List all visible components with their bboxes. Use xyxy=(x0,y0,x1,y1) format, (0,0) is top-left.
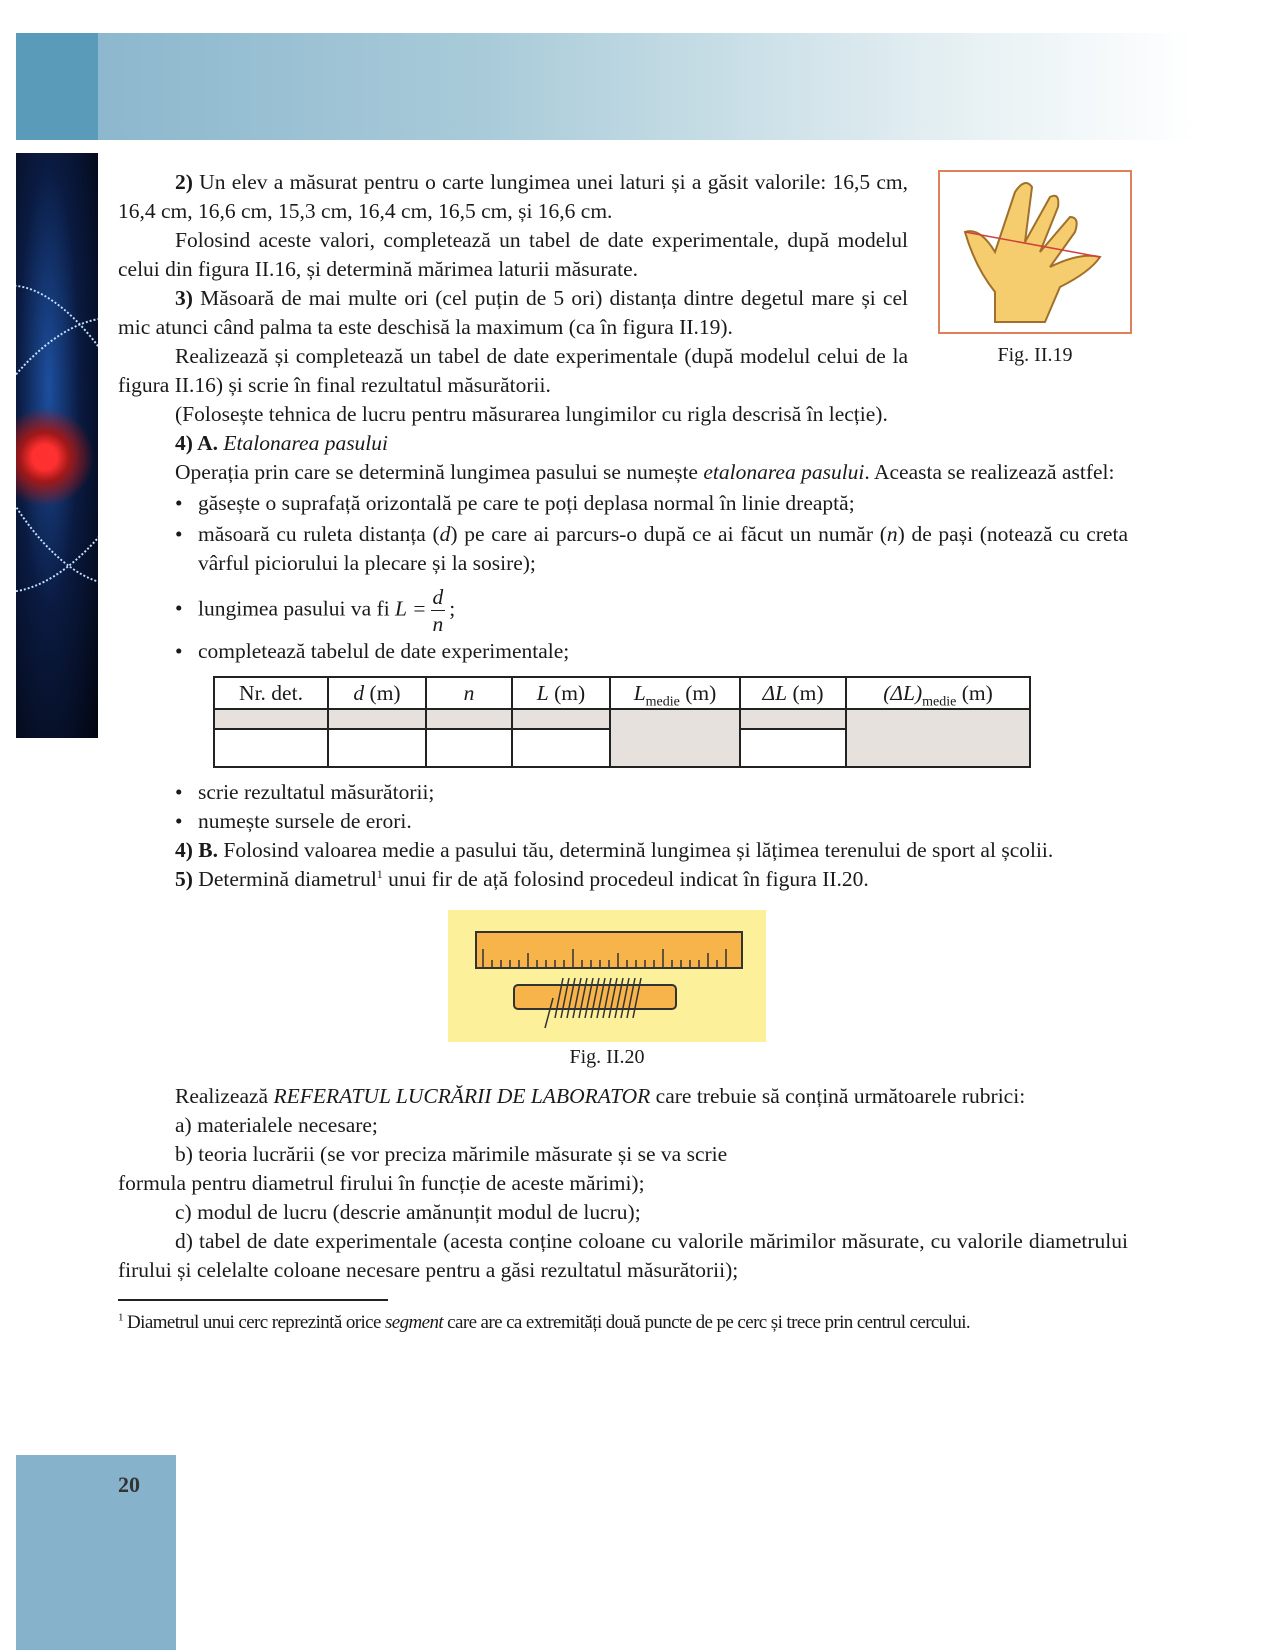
text: n xyxy=(463,681,475,705)
text: (m) xyxy=(956,681,993,705)
footnote-mark: 1 xyxy=(118,1311,123,1324)
atom-decoration-image xyxy=(16,153,98,738)
header-d xyxy=(328,677,426,709)
text: medie xyxy=(645,694,680,710)
header-delta-l-medie xyxy=(846,677,1030,709)
text: care trebuie să conțină următoarele rubrici: xyxy=(650,1084,1026,1108)
exercise-2-task: Folosind aceste valori, completează un tabel de date experimentale, după modelul celui din figura II.16, și determină mărimea laturii măsurate. xyxy=(118,228,908,281)
figure-19 xyxy=(938,170,1132,368)
text: (m) xyxy=(548,681,586,705)
exercise-3-note: (Folosește tehnica de lucru pentru măsurarea lungimilor cu rigla descrisă în lecție). xyxy=(175,402,888,426)
text: medie xyxy=(922,694,957,710)
table-cell xyxy=(328,729,426,767)
text: Operația prin care se determină lungimea pasului se numește xyxy=(175,460,704,484)
exercise-number: 5) xyxy=(175,867,193,891)
hand-illustration xyxy=(940,172,1130,332)
fig20-caption: Fig. II.20 xyxy=(569,1046,645,1068)
header-square xyxy=(16,33,98,140)
bullet-item: • scrie rezultatul măsurătorii; xyxy=(118,778,1128,807)
header-l-medie xyxy=(610,677,740,709)
text: (m) xyxy=(364,681,401,705)
bullet-item: • completează tabelul de date experimentale; xyxy=(118,637,1128,666)
table-row xyxy=(214,709,1030,729)
text: ; xyxy=(449,596,456,621)
header-l xyxy=(512,677,610,709)
text: n xyxy=(886,522,898,546)
text: (ΔL) xyxy=(883,681,923,705)
exercise-number: 4) A. xyxy=(175,431,218,455)
text: Măsoară de mai multe ori (cel puțin de 5 ori) distanța dintre degetul mare și cel mic atunci când palma ta este deschisă la maximum (ca în figura II.19). xyxy=(118,286,908,339)
text: (m) xyxy=(679,681,717,705)
exercise-number: 2) xyxy=(175,170,193,194)
footnote-ref: 1 xyxy=(376,866,383,881)
text: segment xyxy=(384,1312,444,1333)
figure-hand-span xyxy=(938,170,1132,334)
fraction-denominator: n xyxy=(432,612,444,636)
ruler-ticks xyxy=(477,933,741,967)
footnote-divider xyxy=(118,1299,388,1301)
fraction-numerator: d xyxy=(432,585,444,609)
text: (m) xyxy=(787,681,824,705)
table-cell xyxy=(610,709,740,767)
report-item-c: c) modul de lucru (descrie amănunțit modul de lucru); xyxy=(175,1200,641,1224)
text: Folosind valoarea medie a pasului tău, determină lungimea și lățimea terenului de sport al școlii. xyxy=(218,838,1054,862)
table-wrapper xyxy=(213,676,1128,768)
text: d xyxy=(439,522,451,546)
header-banner xyxy=(16,33,1196,140)
page-number-box xyxy=(16,1455,176,1650)
report-item-d: d) tabel de date experimentale (acesta conține coloane cu valorile mărimilor măsurate, cu valorile diametrului firului și celelalte coloane necesare pentru a găsi rezultatul măsurătorii); xyxy=(118,1229,1128,1282)
experimental-data-table xyxy=(213,676,1031,768)
text: Realizează xyxy=(175,1084,274,1108)
text: ) pe care ai parcurs-o după ce ai făcut un număr ( xyxy=(450,522,887,546)
table-cell xyxy=(426,709,512,729)
formula-lhs: L = xyxy=(395,596,427,621)
fig19-caption: Fig. II.19 xyxy=(997,344,1073,366)
text: ) de pași (notează cu creta vârful piciorului la plecare și la sosire); xyxy=(198,522,1128,575)
table-header-row xyxy=(214,677,1030,709)
report-item-b: b) teoria lucrării (se vor preciza mărimile măsurate și se va scrie xyxy=(175,1142,728,1166)
table-cell xyxy=(512,729,610,767)
bullet-item: • numește sursele de erori. xyxy=(118,807,1128,836)
ruler-image xyxy=(475,931,743,969)
table-cell xyxy=(846,709,1030,767)
exercise-4a-intro xyxy=(118,458,1128,487)
table-cell xyxy=(740,729,846,767)
table-cell xyxy=(740,709,846,729)
text: d xyxy=(353,681,365,705)
text: ΔL xyxy=(762,681,788,705)
exercise-4b xyxy=(118,836,1128,865)
rod-with-thread xyxy=(513,984,677,1010)
text: L xyxy=(536,681,549,705)
text: Etalonarea pasului xyxy=(218,431,389,455)
page-content xyxy=(118,168,1128,1335)
footnote xyxy=(118,1311,1128,1335)
table-cell xyxy=(214,729,328,767)
figure-thread-ruler xyxy=(448,910,766,1042)
text: . Aceasta se realizează astfel: xyxy=(864,460,1115,484)
text: Nr. det. xyxy=(239,681,303,705)
text: etalonarea pasului xyxy=(703,460,865,484)
exercise-number: 3) xyxy=(175,286,193,310)
bullet-item: • găsește o suprafață orizontală pe care te poți deplasa normal în linie dreaptă; xyxy=(118,489,1128,518)
bullet-item xyxy=(118,520,1128,578)
text: REFERATUL LUCRĂRII DE LABORATOR xyxy=(273,1084,651,1108)
text: Diametrul unui cerc reprezintă orice xyxy=(122,1312,385,1333)
exercise-3-task: Realizează și completează un tabel de date experimentale (după modelul celui de la figura II.16) și scrie în final rezultatul măsurătorii. xyxy=(118,344,908,397)
text: Un elev a măsurat pentru o carte lungimea unei laturi și a găsit valorile: 16,5 cm, 16,4 cm, 16,6 cm, 15,3 cm, 16,4 cm, 16,5 cm, și 16,6 cm. xyxy=(118,170,908,223)
text: unui fir de ață folosind procedeul indicat în figura II.20. xyxy=(382,867,869,891)
text: lungimea pasului va fi xyxy=(198,596,396,621)
bullet-item-formula xyxy=(118,584,1128,637)
report-intro xyxy=(118,1082,1128,1111)
text: Determină diametrul xyxy=(192,867,377,891)
exercise-4a-title xyxy=(118,429,1128,458)
page-number: 20 xyxy=(118,1472,140,1497)
header-n xyxy=(426,677,512,709)
text: care are ca extremități două puncte de pe cerc și trece prin centrul cercului. xyxy=(443,1312,971,1333)
header-delta-l xyxy=(740,677,846,709)
table-cell xyxy=(426,729,512,767)
text: L xyxy=(633,681,646,705)
exercise-number: 4) B. xyxy=(175,838,218,862)
report-item-b-cont: formula pentru diametrul firului în funcție de aceste mărimi); xyxy=(118,1171,645,1195)
text: măsoară cu ruleta distanța ( xyxy=(198,522,440,546)
table-cell xyxy=(328,709,426,729)
report-item-a: a) materialele necesare; xyxy=(175,1113,378,1137)
exercise-5 xyxy=(118,865,1128,894)
table-cell xyxy=(512,709,610,729)
thread-coils xyxy=(515,978,675,1028)
header-nr-det xyxy=(214,677,328,709)
fraction xyxy=(431,584,446,637)
table-cell xyxy=(214,709,328,729)
